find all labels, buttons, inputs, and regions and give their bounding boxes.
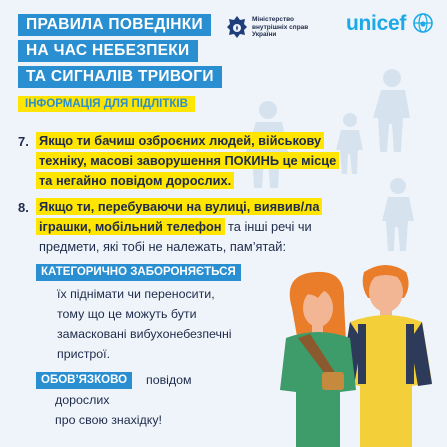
- rule-8-line-2: іграшки, мобільний телефон та інші речі чи: [36, 219, 312, 234]
- ministry-logo: [226, 14, 336, 44]
- rule-8-line-1: Якщо ти, перебуваючи на вулиці, виявив/ла: [36, 199, 322, 214]
- ministry-name: Міністерство внутрішніх справ України: [252, 16, 309, 38]
- warning-line-2: тому що це можуть бути: [57, 307, 197, 321]
- rule-7-line-1: Якщо ти бачиш озброєних людей, військову: [36, 133, 324, 148]
- title-line-2: НА ЧАС НЕБЕЗПЕКИ: [18, 40, 198, 62]
- unicef-wordmark: unicef: [346, 12, 407, 35]
- unicef-globe-icon: [413, 13, 433, 33]
- mandatory-badge: ОБОВ’ЯЗКОВО: [36, 372, 132, 389]
- mandatory-line-2: дорослих: [55, 393, 110, 407]
- title-line-1: ПРАВИЛА ПОВЕДІНКИ: [18, 14, 211, 36]
- rule-8-line-3: предмети, які тобі не належать, пам’ятай:: [39, 239, 287, 254]
- rule-number: 7.: [18, 134, 29, 149]
- warning-line-1: їх піднімати чи переносити,: [57, 287, 215, 301]
- mandatory-line-3: про свою знахідку!: [55, 413, 162, 427]
- title-line-3: ТА СИГНАЛІВ ТРИВОГИ: [18, 66, 222, 88]
- rule-number: 8.: [18, 200, 29, 215]
- mandatory-line-1: повідом: [146, 373, 192, 387]
- rule-7-line-2: техніку, масові заворушення ПОКИНЬ це місце: [36, 153, 339, 168]
- warning-line-3: замасковані вибухонебезпечні: [57, 327, 232, 341]
- teenagers-illustration: [272, 252, 447, 447]
- unicef-logo: [346, 12, 433, 36]
- rule-7-line-3: та негайно повідом дорослих.: [36, 173, 234, 188]
- warning-line-4: пристрої.: [57, 347, 111, 361]
- prohibited-badge: КАТЕГОРИЧНО ЗАБОРОНЯЄТЬСЯ: [36, 264, 241, 281]
- ministry-emblem-icon: [226, 15, 248, 41]
- audience-subtitle: ІНФОРМАЦІЯ ДЛЯ ПІДЛІТКІВ: [18, 96, 195, 112]
